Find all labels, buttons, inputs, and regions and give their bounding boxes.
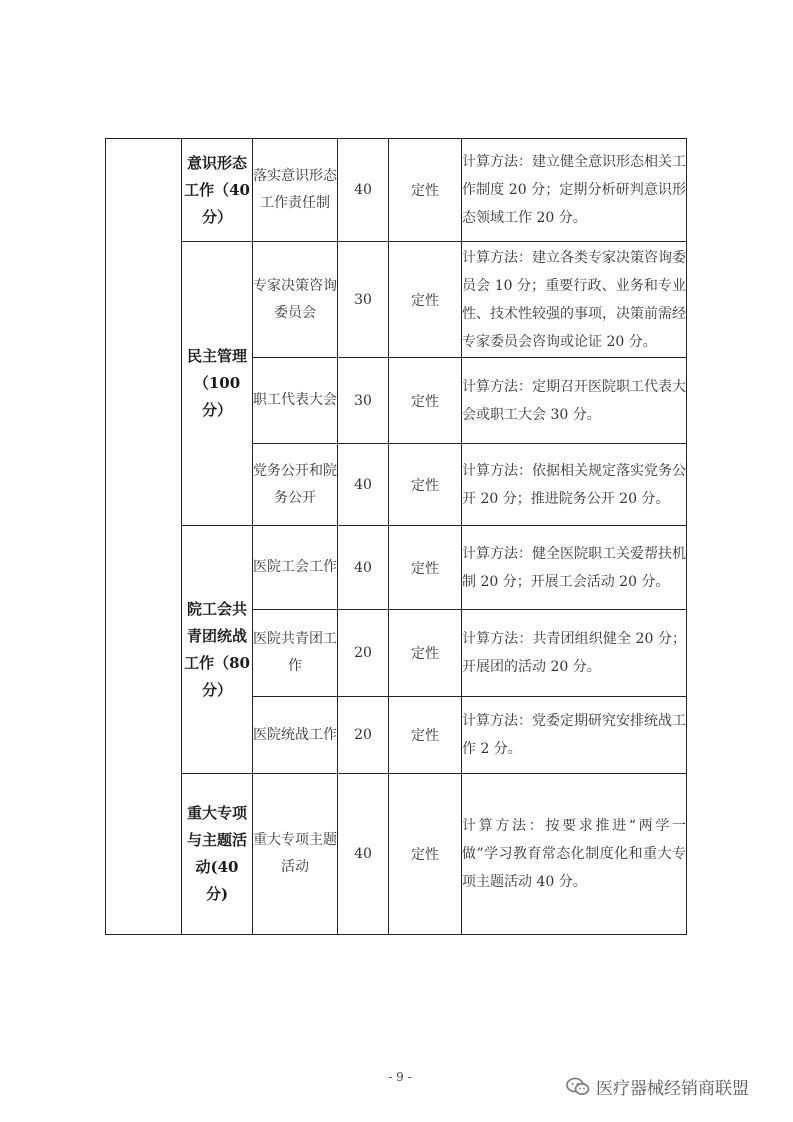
item-score: 30	[338, 358, 389, 444]
item-type: 定性	[389, 774, 462, 935]
item-method: 计算方法：健全医院职工关爱帮扶机制 20 分；开展工会活动 20 分。	[462, 526, 687, 610]
item-score: 40	[338, 526, 389, 610]
item-type: 定性	[389, 610, 462, 697]
item-type: 定性	[389, 697, 462, 774]
section-title: 民主管理（100 分）	[182, 242, 253, 526]
table-row	[106, 526, 687, 610]
item-method: 计算方法：按要求推进“两学一做”学习教育常态化制度化和重大专项主题活动 40 分。	[462, 774, 687, 935]
item-name: 专家决策咨询委员会	[253, 242, 338, 358]
item-type: 定性	[389, 358, 462, 444]
wechat-icon	[566, 1077, 590, 1097]
item-name: 落实意识形态工作责任制	[253, 139, 338, 242]
item-name: 医院统战工作	[253, 697, 338, 774]
section-title: 院工会共青团统战工作（80分）	[182, 526, 253, 774]
item-method: 计算方法：依据相关规定落实党务公开 20 分；推进院务公开 20 分。	[462, 444, 687, 526]
watermark	[566, 1074, 749, 1099]
item-method: 计算方法：党委定期研究安排统战工作 2 分。	[462, 697, 687, 774]
item-score: 40	[338, 139, 389, 242]
section-title: 重大专项与主题活动(40 分)	[182, 774, 253, 935]
item-type: 定性	[389, 526, 462, 610]
category-cell	[106, 139, 182, 935]
item-name: 党务公开和院务公开	[253, 444, 338, 526]
evaluation-table	[105, 138, 687, 935]
item-score: 40	[338, 444, 389, 526]
item-type: 定性	[389, 139, 462, 242]
item-score: 40	[338, 774, 389, 935]
item-score: 30	[338, 242, 389, 358]
item-method: 计算方法：定期召开医院职工代表大会或职工大会 30 分。	[462, 358, 687, 444]
item-name: 医院共青团工作	[253, 610, 338, 697]
item-method: 计算方法：建立健全意识形态相关工作制度 20 分；定期分析研判意识形态领域工作 20 分。	[462, 139, 687, 242]
section-title: 意识形态工作（40分）	[182, 139, 253, 242]
item-method: 计算方法：建立各类专家决策咨询委员会 10 分；重要行政、业务和专业性、技术性较强的事项，决策前需经专家委员会咨询或论证 20 分。	[462, 242, 687, 358]
item-score: 20	[338, 610, 389, 697]
table-row	[106, 242, 687, 358]
item-score: 20	[338, 697, 389, 774]
item-name: 职工代表大会	[253, 358, 338, 444]
item-method: 计算方法：共青团组织健全 20 分；开展团的活动 20 分。	[462, 610, 687, 697]
watermark-text: 医疗器械经销商联盟	[596, 1079, 749, 1099]
page-number: - 9 -	[388, 1070, 412, 1084]
table-row	[106, 774, 687, 935]
item-name: 重大专项主题活动	[253, 774, 338, 935]
item-type: 定性	[389, 242, 462, 358]
item-type: 定性	[389, 444, 462, 526]
item-name: 医院工会工作	[253, 526, 338, 610]
table-row	[106, 139, 687, 242]
